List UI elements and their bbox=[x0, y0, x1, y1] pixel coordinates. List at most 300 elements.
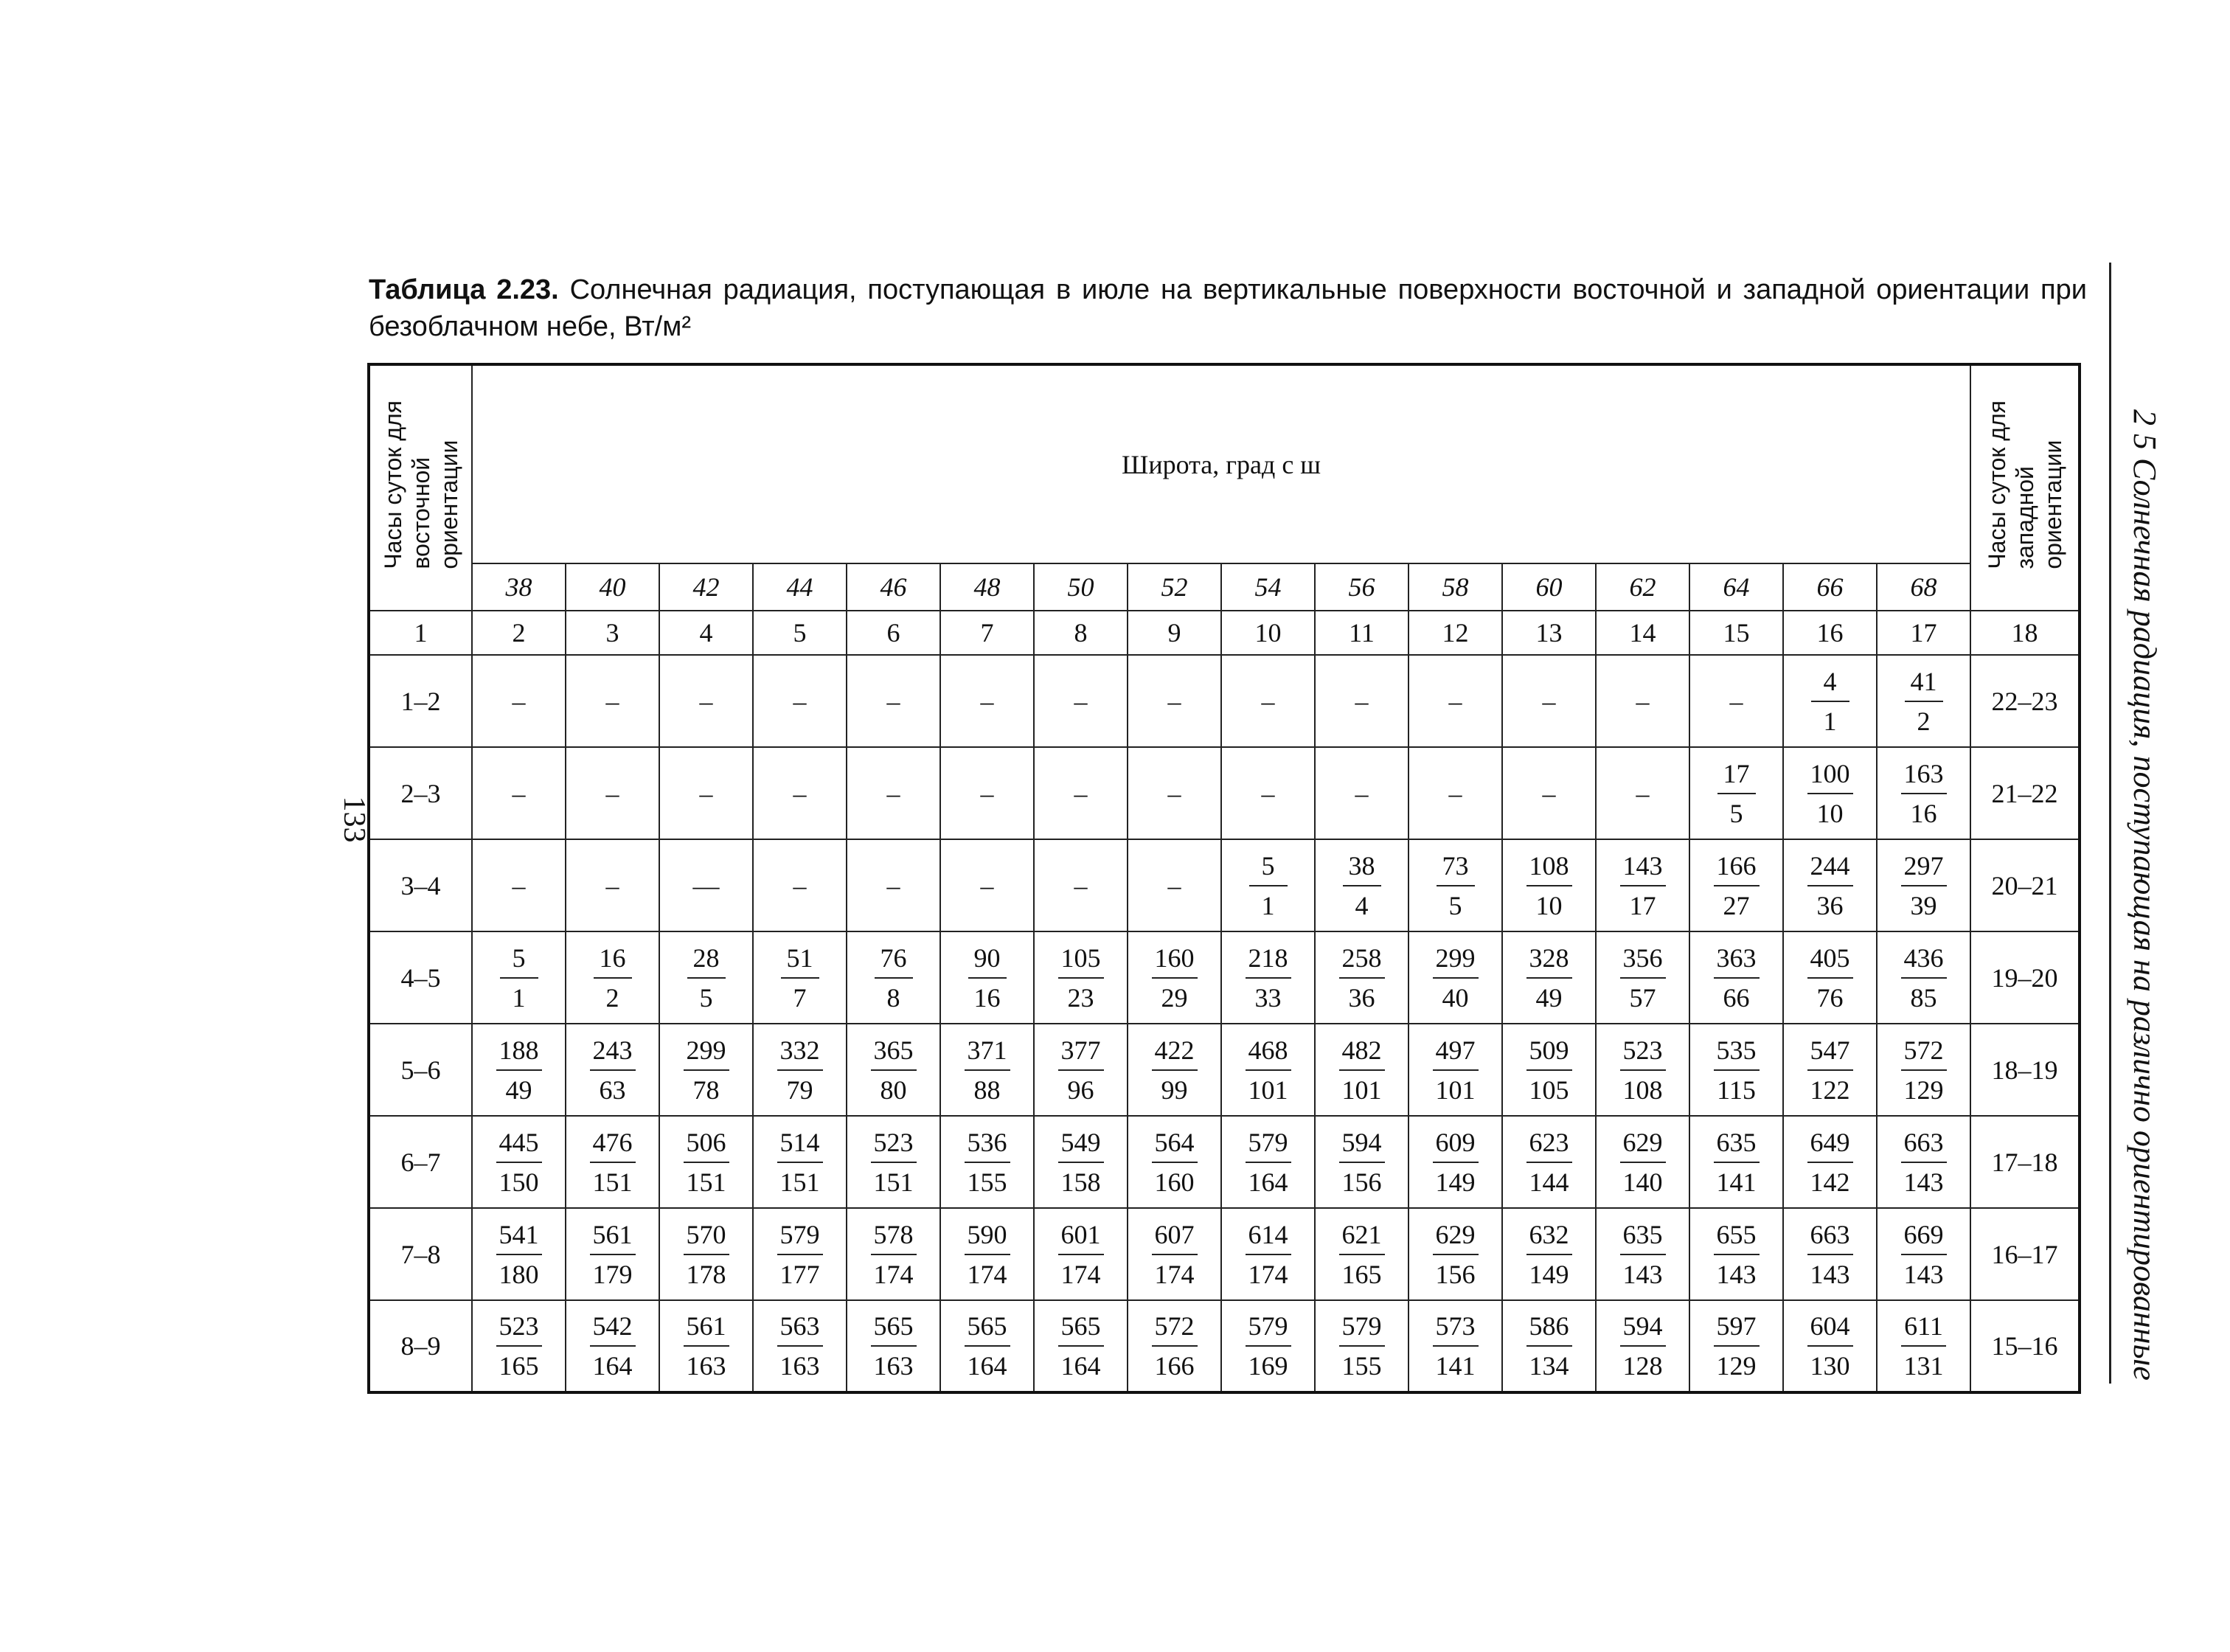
radiation-fraction bbox=[687, 941, 726, 1015]
radiation-table bbox=[367, 363, 2081, 1394]
diffuse-radiation-value: 179 bbox=[592, 1259, 633, 1289]
value-cell bbox=[1596, 839, 1689, 931]
value-cell bbox=[659, 1208, 753, 1300]
diffuse-radiation-value: 63 bbox=[599, 1075, 626, 1105]
radiation-fraction bbox=[1807, 849, 1853, 923]
direct-radiation-value: 105 bbox=[1058, 941, 1104, 979]
diffuse-radiation-value: 141 bbox=[1716, 1167, 1757, 1197]
no-data-dash: – bbox=[1261, 686, 1275, 716]
radiation-fraction bbox=[1901, 1033, 1947, 1107]
direct-radiation-value: 572 bbox=[1901, 1033, 1947, 1071]
diffuse-radiation-value: 79 bbox=[786, 1075, 813, 1105]
direct-radiation-value: 565 bbox=[965, 1309, 1010, 1347]
direct-radiation-value: 377 bbox=[1058, 1033, 1104, 1071]
direct-radiation-value: 299 bbox=[684, 1033, 729, 1071]
table-row bbox=[369, 839, 2080, 931]
diffuse-radiation-value: 164 bbox=[1060, 1351, 1101, 1381]
no-data-dash: – bbox=[605, 778, 619, 808]
value-cell bbox=[753, 1116, 847, 1208]
direct-radiation-value: 73 bbox=[1437, 849, 1475, 886]
radiation-fraction bbox=[965, 1309, 1010, 1383]
radiation-fraction bbox=[590, 1033, 636, 1107]
radiation-fraction bbox=[1811, 664, 1849, 738]
value-cell bbox=[940, 1208, 1034, 1300]
diffuse-radiation-value: 33 bbox=[1254, 982, 1282, 1013]
no-data-dash: — bbox=[692, 870, 720, 900]
west-hours-cell: 19–20 bbox=[1970, 931, 2080, 1024]
diffuse-radiation-value: 85 bbox=[1910, 982, 1937, 1013]
no-data-dash: – bbox=[1542, 778, 1556, 808]
value-cell bbox=[1034, 747, 1128, 839]
table-row bbox=[369, 747, 2080, 839]
value-cell bbox=[1689, 1024, 1783, 1116]
radiation-fraction bbox=[1901, 941, 1947, 1015]
diffuse-radiation-value: 10 bbox=[1535, 890, 1563, 920]
column-number: 6 bbox=[847, 611, 940, 655]
radiation-fraction bbox=[1620, 941, 1666, 1015]
diffuse-radiation-value: 130 bbox=[1810, 1351, 1850, 1381]
value-cell bbox=[659, 655, 753, 747]
latitude-cell: 66 bbox=[1783, 563, 1877, 611]
table-row bbox=[369, 655, 2080, 747]
value-cell bbox=[472, 747, 566, 839]
value-cell bbox=[1596, 1116, 1689, 1208]
value-cell bbox=[1034, 1116, 1128, 1208]
radiation-fraction bbox=[1246, 1033, 1291, 1107]
value-cell bbox=[940, 1300, 1034, 1392]
diffuse-radiation-value: 158 bbox=[1060, 1167, 1101, 1197]
direct-radiation-value: 16 bbox=[594, 941, 632, 979]
diffuse-radiation-value: 177 bbox=[779, 1259, 820, 1289]
latitude-cell: 50 bbox=[1034, 563, 1128, 611]
direct-radiation-value: 572 bbox=[1152, 1309, 1198, 1347]
direct-radiation-value: 4 bbox=[1811, 664, 1849, 702]
west-hours-cell: 22–23 bbox=[1970, 655, 2080, 747]
diffuse-radiation-value: 174 bbox=[967, 1259, 1007, 1289]
running-head-rule bbox=[2109, 263, 2111, 1384]
value-cell bbox=[847, 655, 940, 747]
diffuse-radiation-value: 10 bbox=[1816, 798, 1844, 828]
value-cell bbox=[753, 1300, 847, 1392]
radiation-fraction bbox=[496, 1309, 542, 1383]
value-cell bbox=[1221, 839, 1315, 931]
value-cell bbox=[753, 747, 847, 839]
no-data-dash: – bbox=[1167, 686, 1181, 716]
radiation-fraction bbox=[1620, 1033, 1666, 1107]
direct-radiation-value: 579 bbox=[1246, 1125, 1291, 1163]
table-number: Таблица 2.23. bbox=[369, 274, 559, 305]
value-cell bbox=[472, 1208, 566, 1300]
value-cell bbox=[1315, 1116, 1408, 1208]
value-cell bbox=[1877, 1116, 1970, 1208]
diffuse-radiation-value: 163 bbox=[686, 1351, 726, 1381]
diffuse-radiation-value: 39 bbox=[1910, 890, 1937, 920]
value-cell bbox=[1783, 655, 1877, 747]
direct-radiation-value: 635 bbox=[1620, 1218, 1666, 1255]
no-data-dash: – bbox=[605, 870, 619, 900]
value-cell bbox=[1408, 1208, 1502, 1300]
no-data-dash: – bbox=[886, 778, 900, 808]
radiation-fraction bbox=[1526, 941, 1572, 1015]
value-cell bbox=[1783, 1024, 1877, 1116]
direct-radiation-value: 28 bbox=[687, 941, 726, 979]
diffuse-radiation-value: 178 bbox=[686, 1259, 726, 1289]
diffuse-radiation-value: 163 bbox=[873, 1351, 914, 1381]
value-cell bbox=[472, 931, 566, 1024]
direct-radiation-value: 632 bbox=[1526, 1218, 1572, 1255]
radiation-fraction bbox=[1433, 1033, 1479, 1107]
radiation-fraction bbox=[1526, 1309, 1572, 1383]
column-number: 9 bbox=[1128, 611, 1221, 655]
no-data-dash: – bbox=[1729, 686, 1743, 716]
radiation-fraction bbox=[684, 1125, 729, 1199]
direct-radiation-value: 243 bbox=[590, 1033, 636, 1071]
west-hours-cell: 18–19 bbox=[1970, 1024, 2080, 1116]
diffuse-radiation-value: 88 bbox=[973, 1075, 1001, 1105]
value-cell bbox=[847, 1208, 940, 1300]
value-cell bbox=[1502, 1024, 1596, 1116]
diffuse-radiation-value: 143 bbox=[1622, 1259, 1663, 1289]
direct-radiation-value: 163 bbox=[1901, 757, 1947, 794]
value-cell bbox=[1783, 931, 1877, 1024]
value-cell bbox=[566, 839, 659, 931]
value-cell bbox=[1502, 747, 1596, 839]
value-cell bbox=[1315, 1024, 1408, 1116]
value-cell bbox=[1877, 1300, 1970, 1392]
radiation-fraction bbox=[1901, 1218, 1947, 1291]
direct-radiation-value: 445 bbox=[496, 1125, 542, 1163]
direct-radiation-value: 565 bbox=[1058, 1309, 1104, 1347]
value-cell bbox=[1128, 1116, 1221, 1208]
radiation-fraction bbox=[1058, 1218, 1104, 1291]
direct-radiation-value: 579 bbox=[1339, 1309, 1385, 1347]
radiation-fraction bbox=[1152, 1218, 1198, 1291]
direct-radiation-value: 547 bbox=[1807, 1033, 1853, 1071]
direct-radiation-value: 564 bbox=[1152, 1125, 1198, 1163]
direct-radiation-value: 108 bbox=[1526, 849, 1572, 886]
value-cell bbox=[566, 1208, 659, 1300]
running-head: 2 5 Солнечная радиация, поступающая на различно ориентированные bbox=[2127, 409, 2163, 1381]
direct-radiation-value: 561 bbox=[590, 1218, 636, 1255]
value-cell bbox=[1689, 655, 1783, 747]
latitude-cell: 64 bbox=[1689, 563, 1783, 611]
no-data-dash: – bbox=[1636, 778, 1650, 808]
latitude-cell: 46 bbox=[847, 563, 940, 611]
value-cell bbox=[1783, 1300, 1877, 1392]
direct-radiation-value: 579 bbox=[777, 1218, 823, 1255]
east-hours-cell: 1–2 bbox=[369, 655, 472, 747]
value-cell bbox=[1596, 1300, 1689, 1392]
direct-radiation-value: 607 bbox=[1152, 1218, 1198, 1255]
radiation-fraction bbox=[1714, 1125, 1760, 1199]
value-cell bbox=[1689, 1116, 1783, 1208]
value-cell bbox=[1221, 1024, 1315, 1116]
no-data-dash: – bbox=[793, 686, 807, 716]
no-data-dash: – bbox=[1448, 778, 1462, 808]
west-hours-cell: 16–17 bbox=[1970, 1208, 2080, 1300]
radiation-fraction bbox=[1620, 1218, 1666, 1291]
east-hours-cell: 7–8 bbox=[369, 1208, 472, 1300]
radiation-fraction bbox=[1246, 941, 1291, 1015]
diffuse-radiation-value: 163 bbox=[779, 1351, 820, 1381]
column-number: 1 bbox=[369, 611, 472, 655]
column-number: 10 bbox=[1221, 611, 1315, 655]
diffuse-radiation-value: 149 bbox=[1435, 1167, 1476, 1197]
value-cell bbox=[1596, 655, 1689, 747]
value-cell bbox=[566, 1024, 659, 1116]
table-row bbox=[369, 1208, 2080, 1300]
radiation-fraction bbox=[781, 941, 819, 1015]
value-cell bbox=[1408, 747, 1502, 839]
value-cell bbox=[1221, 1208, 1315, 1300]
diffuse-radiation-value: 151 bbox=[592, 1167, 633, 1197]
radiation-fraction bbox=[1620, 849, 1666, 923]
radiation-fraction bbox=[1058, 1125, 1104, 1199]
diffuse-radiation-value: 101 bbox=[1341, 1075, 1382, 1105]
no-data-dash: – bbox=[793, 778, 807, 808]
diffuse-radiation-value: 1 bbox=[512, 982, 526, 1013]
column-number: 12 bbox=[1408, 611, 1502, 655]
value-cell bbox=[847, 1300, 940, 1392]
no-data-dash: – bbox=[1542, 686, 1556, 716]
radiation-fraction bbox=[1620, 1125, 1666, 1199]
direct-radiation-value: 601 bbox=[1058, 1218, 1104, 1255]
radiation-fraction bbox=[1433, 1218, 1479, 1291]
diffuse-radiation-value: 49 bbox=[1535, 982, 1563, 1013]
value-cell bbox=[1596, 747, 1689, 839]
diffuse-radiation-value: 16 bbox=[973, 982, 1001, 1013]
value-cell bbox=[1502, 1116, 1596, 1208]
east-hours-cell: 3–4 bbox=[369, 839, 472, 931]
west-hours-cell: 21–22 bbox=[1970, 747, 2080, 839]
column-number: 4 bbox=[659, 611, 753, 655]
value-cell bbox=[847, 931, 940, 1024]
diffuse-radiation-value: 149 bbox=[1529, 1259, 1569, 1289]
diffuse-radiation-value: 165 bbox=[499, 1351, 539, 1381]
direct-radiation-value: 371 bbox=[965, 1033, 1010, 1071]
direct-radiation-value: 523 bbox=[1620, 1033, 1666, 1071]
column-number: 11 bbox=[1315, 611, 1408, 655]
diffuse-radiation-value: 164 bbox=[592, 1351, 633, 1381]
east-hours-cell: 2–3 bbox=[369, 747, 472, 839]
radiation-fraction bbox=[1152, 1309, 1198, 1383]
radiation-fraction bbox=[1433, 1125, 1479, 1199]
radiation-fraction bbox=[1339, 1125, 1385, 1199]
direct-radiation-value: 549 bbox=[1058, 1125, 1104, 1163]
radiation-fraction bbox=[500, 941, 538, 1015]
radiation-fraction bbox=[1620, 1309, 1666, 1383]
radiation-fraction bbox=[684, 1218, 729, 1291]
direct-radiation-value: 523 bbox=[871, 1125, 917, 1163]
value-cell bbox=[1783, 747, 1877, 839]
diffuse-radiation-value: 140 bbox=[1622, 1167, 1663, 1197]
direct-radiation-value: 365 bbox=[871, 1033, 917, 1071]
value-cell bbox=[1034, 931, 1128, 1024]
direct-radiation-value: 604 bbox=[1807, 1309, 1853, 1347]
east-hours-cell: 4–5 bbox=[369, 931, 472, 1024]
radiation-fraction bbox=[1905, 664, 1943, 738]
diffuse-radiation-value: 143 bbox=[1903, 1259, 1944, 1289]
value-cell bbox=[659, 1116, 753, 1208]
diffuse-radiation-value: 101 bbox=[1435, 1075, 1476, 1105]
diffuse-radiation-value: 80 bbox=[880, 1075, 907, 1105]
radiation-fraction bbox=[777, 1125, 823, 1199]
direct-radiation-value: 629 bbox=[1620, 1125, 1666, 1163]
diffuse-radiation-value: 27 bbox=[1723, 890, 1750, 920]
radiation-fraction bbox=[1433, 1309, 1479, 1383]
diffuse-radiation-value: 105 bbox=[1529, 1075, 1569, 1105]
diffuse-radiation-value: 16 bbox=[1910, 798, 1937, 828]
diffuse-radiation-value: 36 bbox=[1816, 890, 1844, 920]
direct-radiation-value: 614 bbox=[1246, 1218, 1291, 1255]
diffuse-radiation-value: 150 bbox=[499, 1167, 539, 1197]
column-number: 2 bbox=[472, 611, 566, 655]
value-cell bbox=[847, 1116, 940, 1208]
radiation-fraction bbox=[968, 941, 1007, 1015]
direct-radiation-value: 17 bbox=[1717, 757, 1756, 794]
radiation-fraction bbox=[1249, 849, 1288, 923]
value-cell bbox=[753, 931, 847, 1024]
diffuse-radiation-value: 78 bbox=[692, 1075, 720, 1105]
value-cell bbox=[1689, 839, 1783, 931]
radiation-fraction bbox=[1437, 849, 1475, 923]
value-cell bbox=[1034, 1300, 1128, 1392]
value-cell bbox=[940, 931, 1034, 1024]
direct-radiation-value: 563 bbox=[777, 1309, 823, 1347]
direct-radiation-value: 356 bbox=[1620, 941, 1666, 979]
page-number: 133 bbox=[337, 796, 371, 843]
direct-radiation-value: 597 bbox=[1714, 1309, 1760, 1347]
no-data-dash: – bbox=[1355, 686, 1369, 716]
radiation-fraction bbox=[1526, 849, 1572, 923]
direct-radiation-value: 166 bbox=[1714, 849, 1760, 886]
diffuse-radiation-value: 99 bbox=[1161, 1075, 1188, 1105]
value-cell bbox=[1689, 1300, 1783, 1392]
direct-radiation-value: 497 bbox=[1433, 1033, 1479, 1071]
radiation-fraction bbox=[1433, 941, 1479, 1015]
value-cell bbox=[1408, 655, 1502, 747]
no-data-dash: – bbox=[512, 686, 526, 716]
no-data-dash: – bbox=[1074, 870, 1088, 900]
value-cell bbox=[1689, 747, 1783, 839]
value-cell bbox=[1408, 1300, 1502, 1392]
direct-radiation-value: 561 bbox=[684, 1309, 729, 1347]
diffuse-radiation-value: 164 bbox=[1248, 1167, 1288, 1197]
value-cell bbox=[1502, 839, 1596, 931]
radiation-fraction bbox=[1058, 1033, 1104, 1107]
direct-radiation-value: 578 bbox=[871, 1218, 917, 1255]
direct-radiation-value: 573 bbox=[1433, 1309, 1479, 1347]
no-data-dash: – bbox=[1167, 870, 1181, 900]
diffuse-radiation-value: 141 bbox=[1435, 1351, 1476, 1381]
column-number: 7 bbox=[940, 611, 1034, 655]
value-cell bbox=[1502, 655, 1596, 747]
no-data-dash: – bbox=[699, 686, 713, 716]
radiation-fraction bbox=[1714, 941, 1760, 1015]
diffuse-radiation-value: 29 bbox=[1161, 982, 1188, 1013]
value-cell bbox=[659, 1300, 753, 1392]
radiation-fraction bbox=[1339, 941, 1385, 1015]
diffuse-radiation-value: 66 bbox=[1723, 982, 1750, 1013]
value-cell bbox=[1128, 747, 1221, 839]
diffuse-radiation-value: 115 bbox=[1717, 1075, 1756, 1105]
no-data-dash: – bbox=[886, 686, 900, 716]
value-cell bbox=[1408, 1024, 1502, 1116]
diffuse-radiation-value: 174 bbox=[1248, 1259, 1288, 1289]
value-cell bbox=[1034, 1024, 1128, 1116]
radiation-fraction bbox=[871, 1309, 917, 1383]
radiation-fraction bbox=[590, 1125, 636, 1199]
direct-radiation-value: 535 bbox=[1714, 1033, 1760, 1071]
value-cell bbox=[1221, 747, 1315, 839]
value-cell bbox=[940, 839, 1034, 931]
no-data-dash: – bbox=[886, 870, 900, 900]
diffuse-radiation-value: 151 bbox=[686, 1167, 726, 1197]
no-data-dash: – bbox=[605, 686, 619, 716]
diffuse-radiation-value: 122 bbox=[1810, 1075, 1850, 1105]
value-cell bbox=[1128, 1208, 1221, 1300]
radiation-fraction bbox=[965, 1218, 1010, 1291]
diffuse-radiation-value: 143 bbox=[1903, 1167, 1944, 1197]
diffuse-radiation-value: 174 bbox=[1154, 1259, 1195, 1289]
value-cell bbox=[940, 1116, 1034, 1208]
no-data-dash: – bbox=[980, 778, 994, 808]
diffuse-radiation-value: 164 bbox=[967, 1351, 1007, 1381]
no-data-dash: – bbox=[1355, 778, 1369, 808]
value-cell bbox=[753, 1024, 847, 1116]
direct-radiation-value: 51 bbox=[781, 941, 819, 979]
value-cell bbox=[472, 1116, 566, 1208]
column-number-row bbox=[369, 611, 2080, 655]
latitude-cell: 52 bbox=[1128, 563, 1221, 611]
east-hours-cell: 5–6 bbox=[369, 1024, 472, 1116]
value-cell bbox=[1315, 839, 1408, 931]
diffuse-radiation-value: 155 bbox=[1341, 1351, 1382, 1381]
no-data-dash: – bbox=[1074, 778, 1088, 808]
diffuse-radiation-value: 155 bbox=[967, 1167, 1007, 1197]
radiation-fraction bbox=[777, 1218, 823, 1291]
value-cell bbox=[659, 931, 753, 1024]
no-data-dash: – bbox=[512, 778, 526, 808]
value-cell bbox=[566, 1116, 659, 1208]
value-cell bbox=[1128, 1024, 1221, 1116]
radiation-fraction bbox=[1058, 1309, 1104, 1383]
value-cell bbox=[659, 1024, 753, 1116]
value-cell bbox=[1877, 747, 1970, 839]
radiation-fraction bbox=[1901, 1125, 1947, 1199]
radiation-fraction bbox=[1901, 757, 1947, 830]
latitude-cell: 40 bbox=[566, 563, 659, 611]
no-data-dash: – bbox=[793, 870, 807, 900]
radiation-fraction bbox=[1807, 941, 1853, 1015]
radiation-fraction bbox=[590, 1309, 636, 1383]
table-row bbox=[369, 1300, 2080, 1392]
value-cell bbox=[1502, 1208, 1596, 1300]
value-cell bbox=[1221, 1116, 1315, 1208]
no-data-dash: – bbox=[980, 686, 994, 716]
direct-radiation-value: 590 bbox=[965, 1218, 1010, 1255]
direct-radiation-value: 218 bbox=[1246, 941, 1291, 979]
direct-radiation-value: 476 bbox=[590, 1125, 636, 1163]
value-cell bbox=[753, 655, 847, 747]
diffuse-radiation-value: 36 bbox=[1348, 982, 1375, 1013]
diffuse-radiation-value: 17 bbox=[1629, 890, 1656, 920]
radiation-fraction bbox=[1246, 1309, 1291, 1383]
diffuse-radiation-value: 8 bbox=[886, 982, 900, 1013]
direct-radiation-value: 297 bbox=[1901, 849, 1947, 886]
column-number: 18 bbox=[1970, 611, 2080, 655]
diffuse-radiation-value: 5 bbox=[699, 982, 713, 1013]
